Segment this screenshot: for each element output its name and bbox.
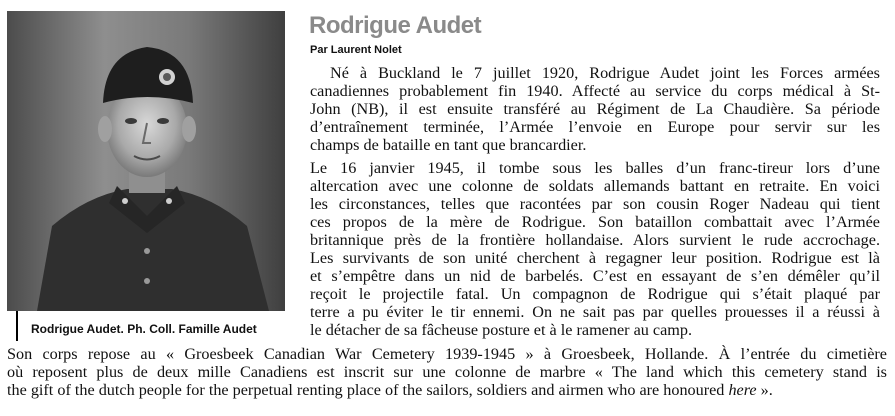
paragraph-2-line: Les survivants de son unité cherchent à regagner leur position. Rodrigue est là — [310, 249, 880, 267]
photo-caption: Rodrigue Audet. Ph. Coll. Famille Audet — [31, 322, 257, 336]
paragraph-1-line: d’entraînement terminée, l’Armée l’envoie en Europe pour servir sur les — [310, 118, 880, 136]
portrait-photo — [7, 11, 285, 311]
paragraph-2-line: terre a pu éviter le tir ennemi. On ne sait pas par quelles prouesses il a réussi à — [310, 303, 880, 321]
paragraph-2-line: britannique près de la frontière hollandaise. Alors survient le rude accrochage. — [310, 231, 880, 249]
paragraph-2-line: ces propos de la mère de Rodrigue. Son bataillon combattait avec l’Armée — [310, 213, 880, 231]
paragraph-3-last-line — [7, 381, 887, 399]
emphasis-here: here — [728, 381, 757, 399]
article-title: Rodrigue Audet — [309, 12, 482, 39]
paragraph-2-line: et s’empêtre dans un nid de barbelés. C’est en essayant de s’en démêler qu’il — [310, 267, 880, 285]
portrait-illustration — [7, 11, 285, 311]
paragraph-2-line: reçoit le projectile fatal. Un compagnon de Rodrigue qui s’était plaqué par — [310, 285, 880, 303]
paragraph-3-last-text: the gift of the dutch people for the perpetual renting place of the sailors, soldiers and airmen who are honoured — [7, 381, 729, 399]
paragraph-1-line: canadiennes probablement fin 1940. Affecté au service du corps médical à St- — [310, 82, 880, 100]
paragraph-3-line: où reposent plus de deux mille Canadiens est inscrit sur une colonne de marbre « The land which this cemetery stand is — [7, 363, 887, 381]
article-byline: Par Laurent Nolet — [310, 44, 402, 56]
paragraph-2-line: le détacher de sa fâcheuse posture et à le ramener au camp. — [310, 321, 692, 339]
paragraph-2-line: Le 16 janvier 1945, il tombe sous les balles d’un franc-tireur lors d’une — [310, 159, 880, 177]
paragraph-2-line: les circonstances, telles que racontées par son cousin Roger Nadeau qui tient — [310, 195, 880, 213]
paragraph-1-line: champs de bataille en tant que brancardier. — [310, 136, 587, 154]
paragraph-3-line: Son corps repose au « Groesbeek Canadian War Cemetery 1939-1945 » à Groesbeek, Hollande. À l’entrée du cimetière — [7, 345, 887, 363]
paragraph-1-line: John (NB), il est ensuite transféré au Régiment de La Chaudière. Sa période — [310, 100, 880, 118]
caption-rule — [16, 311, 18, 341]
paragraph-2-line: altercation avec une colonne de soldats allemands battant en retraite. En voici — [310, 177, 880, 195]
paragraph-3-closing: ». — [756, 381, 773, 399]
paragraph-1-line: Né à Buckland le 7 juillet 1920, Rodrigue Audet joint les Forces armées — [330, 64, 880, 82]
